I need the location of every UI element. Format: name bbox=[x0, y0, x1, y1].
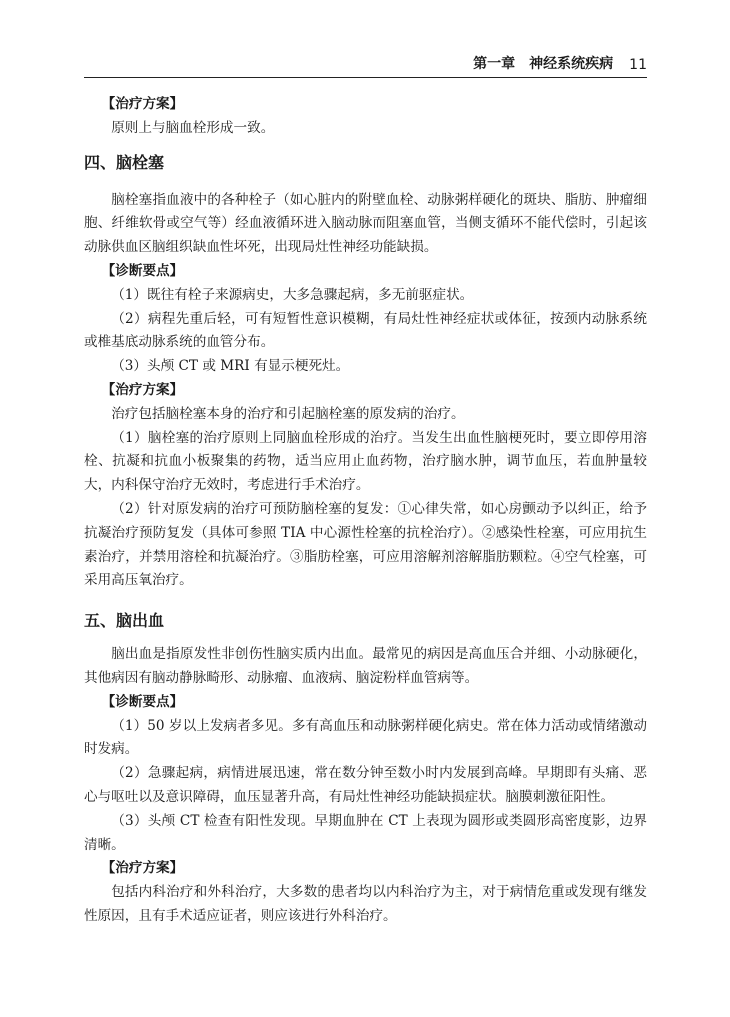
chapter-title: 第一章 神经系统疾病 bbox=[473, 56, 614, 72]
page-number: 11 bbox=[629, 57, 647, 73]
page-header bbox=[84, 52, 647, 78]
treatment-label: 【治疗方案】 bbox=[101, 96, 184, 112]
list-item: （2）病程先重后轻，可有短暂性意识模糊，有局灶性神经症状或体征，按颈内动脉系统或椎基底动脉系统的血管分布。 bbox=[84, 310, 647, 351]
paragraph: 治疗包括脑栓塞本身的治疗和引起脑栓塞的原发病的治疗。 bbox=[111, 405, 465, 422]
list-item: （2）针对原发病的治疗可预防脑栓塞的复发：①心律失常，如心房颤动予以纠正，给予抗凝治疗预防复发（具体可参照 TIA 中心源性栓塞的抗栓治疗）。②感染性栓塞，可应用抗生素治疗，并禁用溶栓和抗凝治疗。③脂肪栓塞，可应用溶解剂溶解脂肪颗粒。④空气栓塞，可采用高压氧治疗。 bbox=[84, 500, 647, 589]
list-item: （3）头颅 CT 检查有阳性发现。早期血肿在 CT 上表现为圆形或类圆形高密度影，边界清晰。 bbox=[84, 812, 647, 853]
section-heading: 四、脑栓塞 bbox=[84, 152, 165, 172]
treatment-label: 【治疗方案】 bbox=[101, 381, 184, 398]
section-heading: 五、脑出血 bbox=[84, 611, 165, 631]
list-item: （2）急骤起病，病情进展迅速，常在数分钟至数小时内发展到高峰。早期即有头痛、恶心与呕吐以及意识障碍，血压显著升高，有局灶性神经功能缺损症状。脑膜刺激征阳性。 bbox=[84, 765, 647, 805]
page-body bbox=[84, 93, 647, 929]
diagnosis-label: 【诊断要点】 bbox=[101, 262, 184, 279]
list-item: （1）既往有栓子来源病史，大多急骤起病，多无前驱症状。 bbox=[111, 286, 474, 303]
paragraph: 包括内科治疗和外科治疗，大多数的患者均以内科治疗为主，对于病情危重或发现有继发性原因，且有手术适应证者，则应该进行外科治疗。 bbox=[84, 884, 647, 924]
paragraph: 原则上与脑血栓形成一致。 bbox=[111, 119, 275, 136]
paragraph: 脑栓塞指血液中的各种栓子（如心脏内的附壁血栓、动脉粥样硬化的斑块、脂肪、肿瘤细胞、纤维软骨或空气等）经血液循环进入脑动脉而阻塞血管，当侧支循环不能代偿时，引起该动脉供血区脑组织缺血性坏死，出现局灶性神经功能缺损。 bbox=[84, 191, 647, 256]
treatment-label: 【治疗方案】 bbox=[101, 860, 184, 877]
list-item: （1）50 岁以上发病者多见。多有高血压和动脉粥样硬化病史。常在体力活动或情绪激动时发病。 bbox=[84, 717, 647, 758]
list-item: （1）脑栓塞的治疗原则上同脑血栓形成的治疗。当发生出血性脑梗死时，要立即停用溶栓、抗凝和抗血小板聚集的药物，适当应用止血药物，治疗脑水肿，调节血压，若血肿量较大，内科保守治疗无效时，考虑进行手术治疗。 bbox=[84, 429, 647, 494]
diagnosis-label: 【诊断要点】 bbox=[101, 693, 184, 710]
paragraph: 脑出血是指原发性非创伤性脑实质内出血。最常见的病因是高血压合并细、小动脉硬化，其他病因有脑动静脉畸形、动脉瘤、血液病、脑淀粉样血管病等。 bbox=[84, 646, 647, 686]
list-item: （3）头颅 CT 或 MRI 有显示梗死灶。 bbox=[111, 358, 350, 375]
